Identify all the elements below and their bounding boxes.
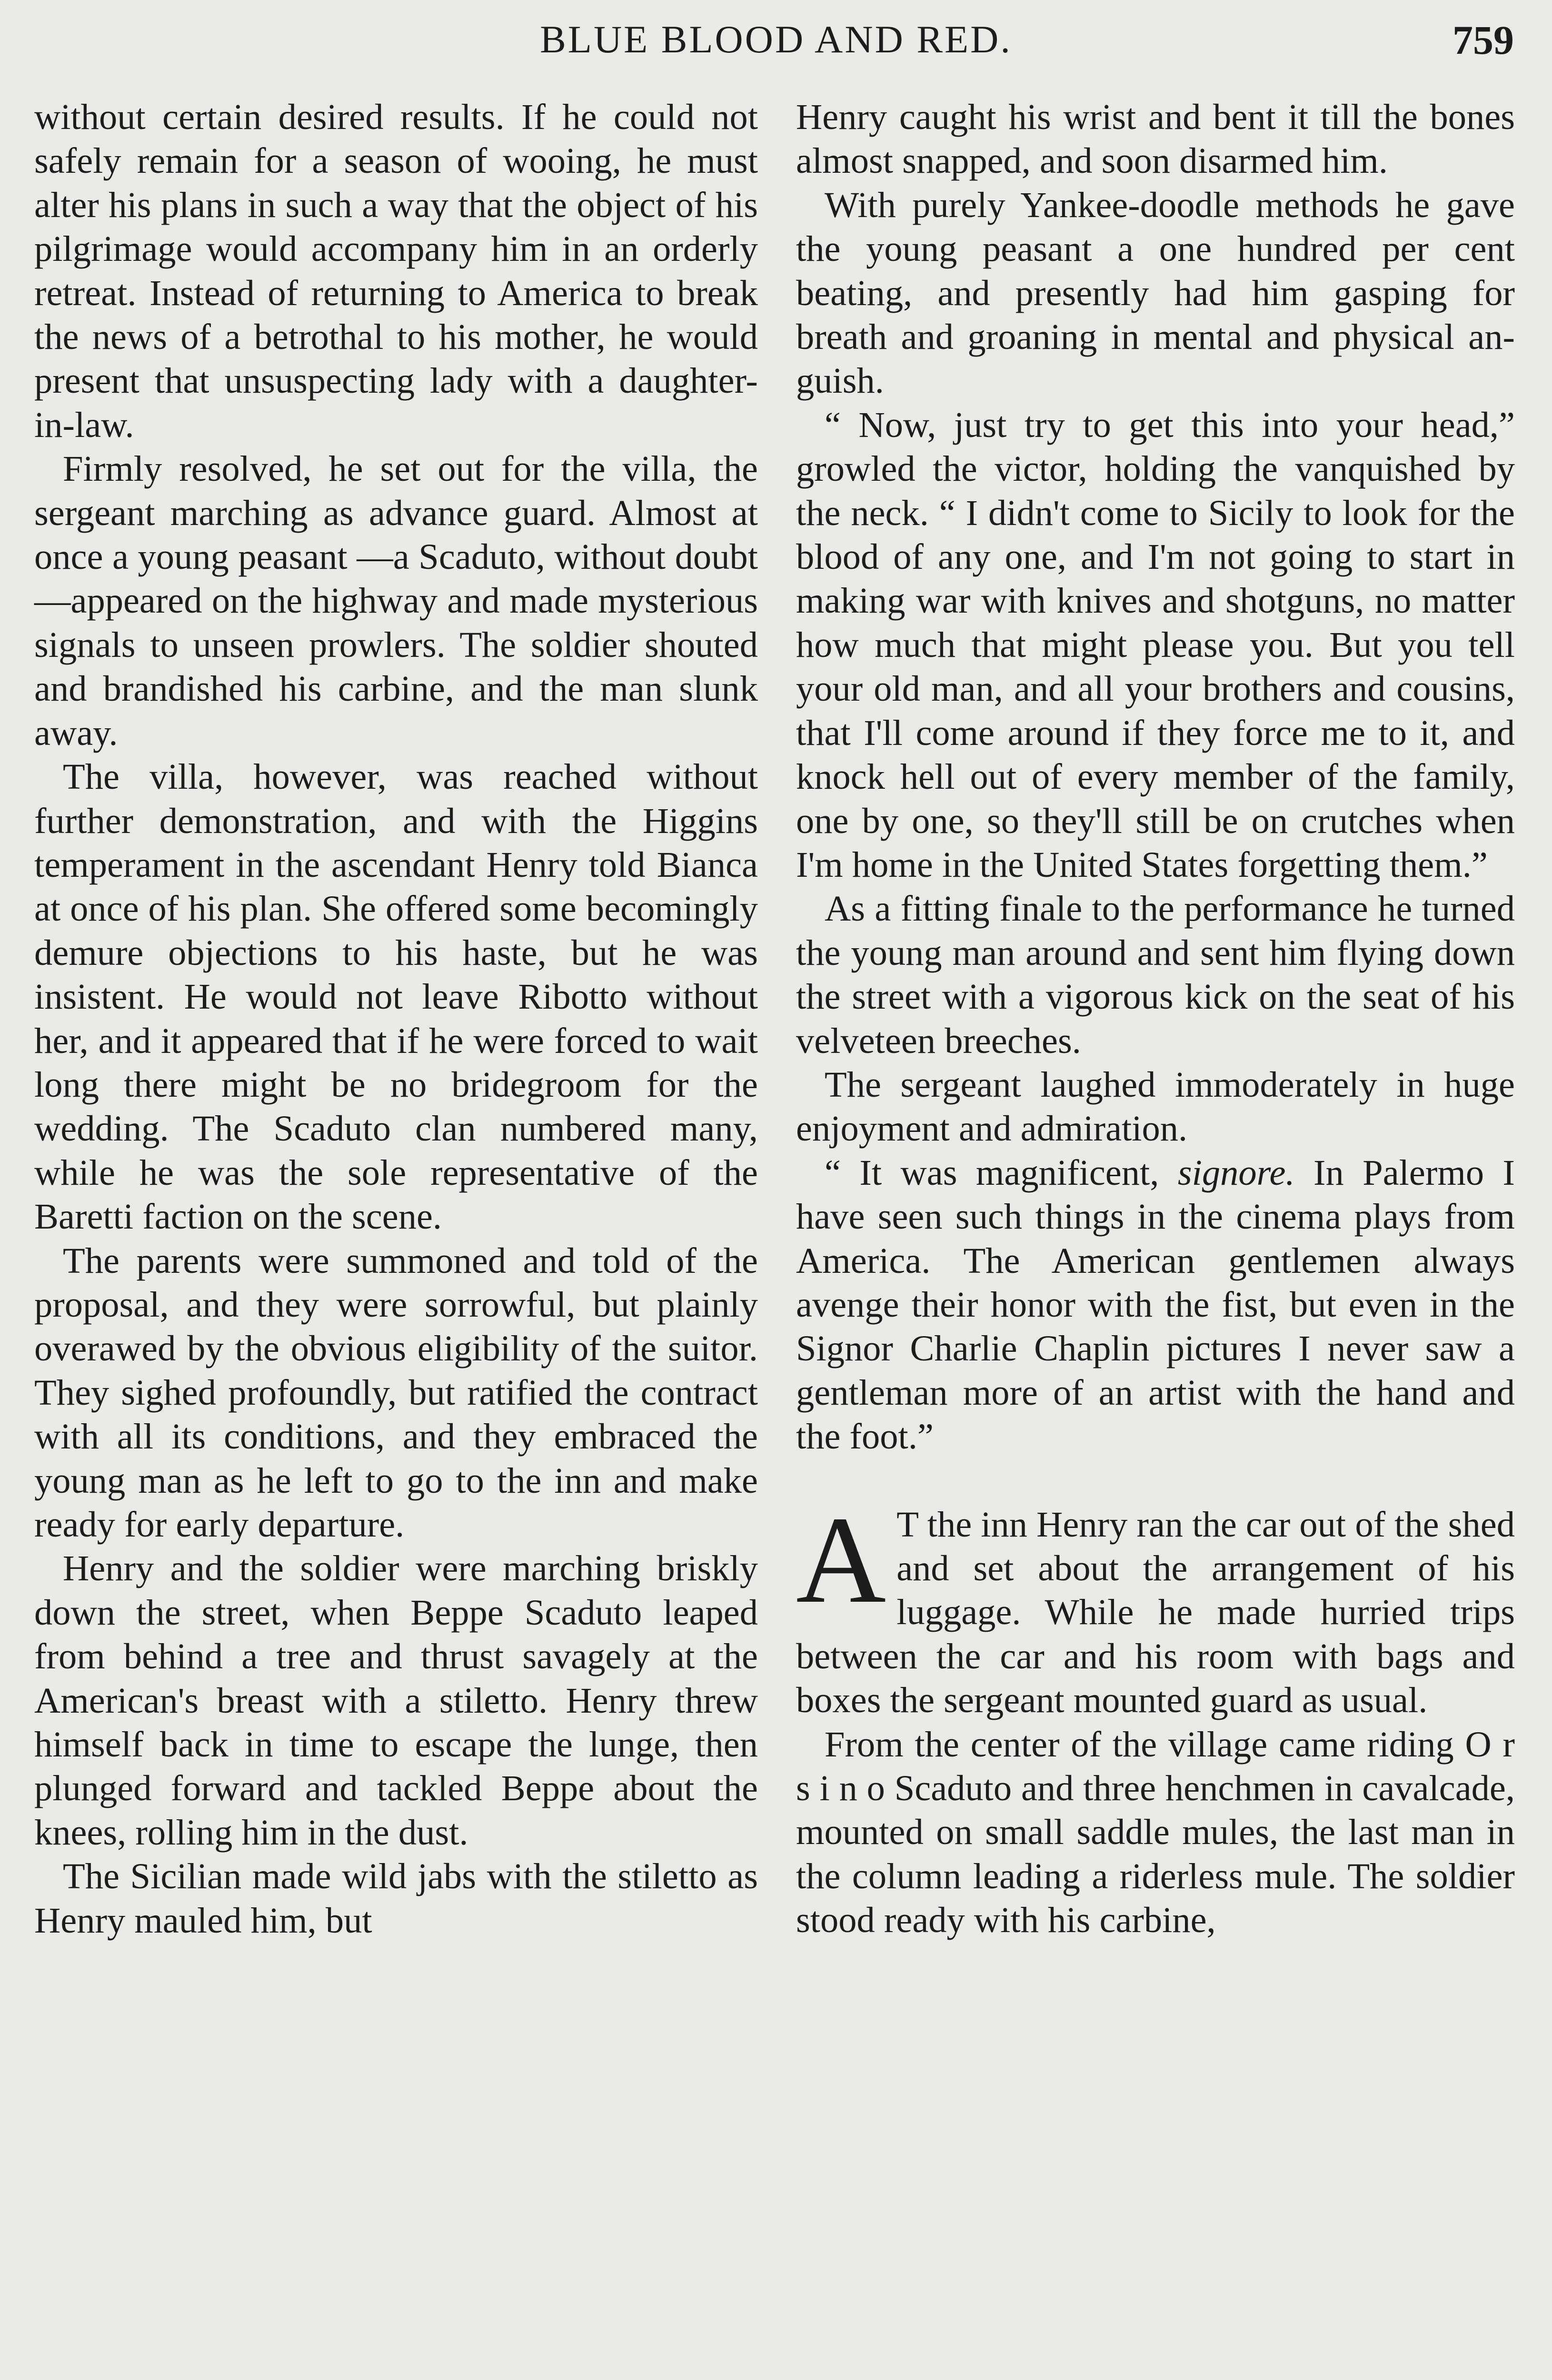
paragraph: With purely Yankee-doodle methods he gave the young peasant a one hundred per cent beating, and presently had him gasping for breath and groaning in mental and physical anguish.: [796, 184, 1515, 401]
paragraph-text: Scaduto and three henchmen in cavalcade, mounted on small saddle mules, the last man in the column leading a riderless mule. The soldier stood ready with his carbine,: [796, 1768, 1515, 1941]
italic-word: signore.: [1177, 1152, 1295, 1193]
paragraph: “ Now, just try to get this into your head,” growled the victor, holding the vanquished by the neck. “ I didn't come to Sicily to look for the blood of any one, and I'm not going to start in making war with knives and shotguns, no matter how much that might please you. But you tell your old man, and all your brothers and cousins, that I'll come around if they force me to it, and knock hell out of every member of the family, one by one, so they'll still be on crutches when I'm home in the United States forgetting them.”: [796, 404, 1515, 885]
paragraph: Henry caught his wrist and bent it till the bones almost snapped, and soon disarmed him.: [796, 97, 1515, 181]
paragraph: The sergeant laughed immoderately in huge enjoyment and admiration.: [796, 1064, 1515, 1149]
paragraph-text: “ It was magnificent,: [825, 1152, 1178, 1193]
paragraph: [796, 1151, 1515, 1459]
paragraph-text: In Palermo I have seen such things in the cinema plays from America. The American gentlemen always avenge their honor with the fist, but even in the Signor Charlie Chaplin pictures I never saw a gentleman more of an artist with the hand and the foot.”: [796, 1152, 1515, 1457]
paragraph: Henry and the soldier were marching briskly down the street, when Beppe Scaduto leaped from behind a tree and thrust savagely at the American's breast with a stiletto. Henry threw himself back in time to escape the lunge, then plunged forward and tackled Beppe about the knees, rolling him in the dust.: [34, 1548, 758, 1853]
paragraph: The parents were summoned and told of the proposal, and they were sorrowful, but plainly overawed by the obvious eligibility of the suitor. They sighed profoundly, but ratified the contract with all its conditions, and they embraced the young man as he left to go to the inn and make ready for early departure.: [34, 1240, 758, 1545]
drop-cap: A: [796, 1490, 886, 1629]
paragraph: The Sicilian made wild jabs with the stiletto as Henry mauled him, but: [34, 1856, 758, 1941]
section-start-paragraph: [796, 1490, 1515, 1723]
letterspaced-name: O r s i n o: [796, 1724, 1515, 1809]
page-number: 759: [1453, 17, 1514, 63]
paragraph: The villa, however, was reached without further demonstration, and with the Higgins temperament in the ascendant Henry told Bianca at once of his plan. She offered some becomingly demure objections to his haste, but he was insistent. He would not leave Ribotto without her, and it appeared that if he were forced to wait long there might be no bridegroom for the wedding. The Scaduto clan numbered many, while he was the sole representative of the Baretti faction on the scene.: [34, 756, 758, 1237]
paragraph: Firmly resolved, he set out for the villa, the sergeant marching as advance guard. Almost at once a young peasant —a Scaduto, without doubt—appeared on the highway and made mysterious signals to unseen prowlers. The soldier shouted and brandished his carbine, and the man slunk away.: [34, 448, 758, 753]
paragraph-text: T the inn Henry ran the car out of the shed and set about the arrangement of his luggage. While he made hurried trips between the car and his room with bags and boxes the sergeant mounted guard as usual.: [796, 1504, 1515, 1721]
left-column: [34, 95, 758, 1943]
paragraph: [796, 1723, 1515, 1943]
paragraph: As a fitting finale to the performance he turned the young man around and sent him flying down the street with a vigorous kick on the seat of his velveteen breeches.: [796, 888, 1515, 1061]
paragraph-text: From the center of the village came riding: [825, 1724, 1465, 1765]
paragraph: without certain desired results. If he could not safely remain for a season of wooing, he must alter his plans in such a way that the object of his pilgrimage would accompany him in an orderly retreat. Instead of returning to America to break the news of a betrothal to his mother, he would present that unsuspecting lady with a daughter-in-law.: [34, 97, 758, 445]
running-title: BLUE BLOOD AND RED.: [540, 18, 1012, 61]
page-header: [33, 13, 1519, 66]
right-column: [796, 95, 1515, 1943]
